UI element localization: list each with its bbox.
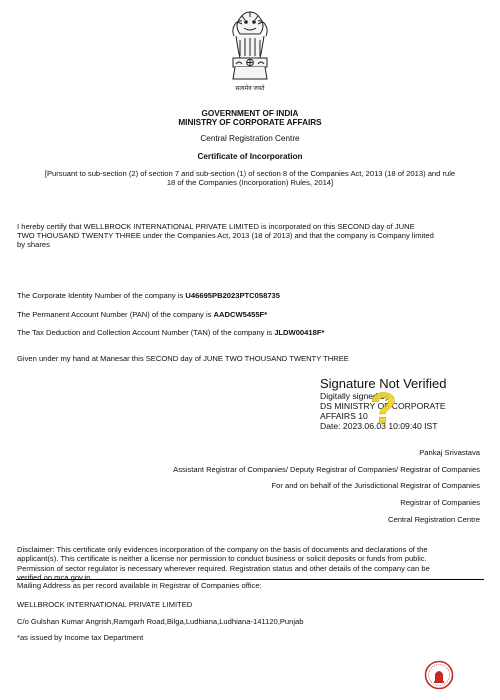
signature-line-3: AFFAIRS 10 [320,411,368,421]
pan-line [17,310,267,319]
tan-value: JLDW00418F* [274,328,325,337]
signature-question-icon [366,383,402,431]
certificate-title: Certificate of Incorporation [197,152,303,161]
question-mark-glyph: ? [370,384,397,431]
emblem-seal-icon [424,660,454,690]
certify-line-1: I hereby certify that WELLBROCK INTERNATIONAL PRIVATE LIMITED is incorporated on this SECOND day of JUNE [17,222,415,231]
mailing-company-name: WELLBROCK INTERNATIONAL PRIVATE LIMITED [17,600,193,609]
signatory-name: Pankaj Srivastava [419,448,480,457]
tan-line [17,328,324,337]
national-emblem-icon [226,8,274,90]
pursuant-line-2: 18 of the Companies (Incorporation) Rules, 2014] [166,178,334,187]
signatory-registrar: Registrar of Companies [400,498,480,507]
disclaimer-line-2: applicant(s). This certificate is neither a license nor permission to conduct business or solicit deposits or funds from public. [17,554,427,564]
disclaimer [17,545,430,583]
given-under-hand-line: Given under my hand at Manesar this SECOND day of JUNE TWO THOUSAND TWENTY THREE [17,354,349,363]
tan-label: The Tax Deduction and Collection Account Number (TAN) of the company is [17,328,275,337]
pursuant-line-1: [Pursuant to sub-section (2) of section 7 and sub-section (1) of section 8 of the Companies Act, 2013 (18 of 2013) and rule [44,169,456,178]
disclaimer-line-4: verified on mca.gov.in [17,573,91,583]
disclaimer-line-1: Disclaimer: This certificate only evidences incorporation of the company on the basis of documents and declarations of the [17,545,428,554]
footer-divider [16,579,484,580]
certify-line-3: by shares [17,240,50,249]
signature-date: Date: 2023.06.03 10:09:40 IST [320,421,438,431]
signatory-centre: Central Registration Centre [387,515,480,524]
cin-label: The Corporate Identity Number of the company is [17,291,186,300]
certify-line-2: TWO THOUSAND TWENTY THREE under the Companies Act, 2013 (18 of 2013) and that the company is Company limited [17,231,434,240]
registration-centre-heading: Central Registration Centre [200,134,300,143]
emblem-motto: सत्यमेव जयते [235,86,265,92]
digital-signature-block[interactable] [320,376,485,431]
pan-value: AADCW5455F* [213,310,268,319]
mailing-address-label: Mailing Address as per record available in Registrar of Companies office: [17,581,262,590]
pan-label: The Permanent Account Number (PAN) of the company is [17,310,214,319]
mailing-address: C/o Gulshan Kumar Angrish,Ramgarh Road,Bilga,Ludhiana,Ludhiana-141120,Punjab [17,617,304,626]
signature-status: Signature Not Verified [320,376,447,391]
ministry-heading: MINISTRY OF CORPORATE AFFAIRS [178,118,322,127]
signatory-behalf: For and on behalf of the Jurisdictional Registrar of Companies [271,481,480,490]
signatory-designation: Assistant Registrar of Companies/ Deputy Registrar of Companies/ Registrar of Companies [173,465,480,474]
signature-line-1: Digitally signed by [320,391,390,401]
tax-issued-note: *as issued by Income tax Department [17,633,144,642]
cin-line [17,291,280,300]
disclaimer-line-3: Permission of sector regulator is necessary wherever required. Registration status and other details of the company can be [17,563,430,573]
cin-value: U46695PB2023PTC058735 [185,291,280,300]
signature-details [320,391,485,431]
government-heading: GOVERNMENT OF INDIA [201,109,299,118]
signature-line-2: DS MINISTRY OF CORPORATE [320,401,446,411]
